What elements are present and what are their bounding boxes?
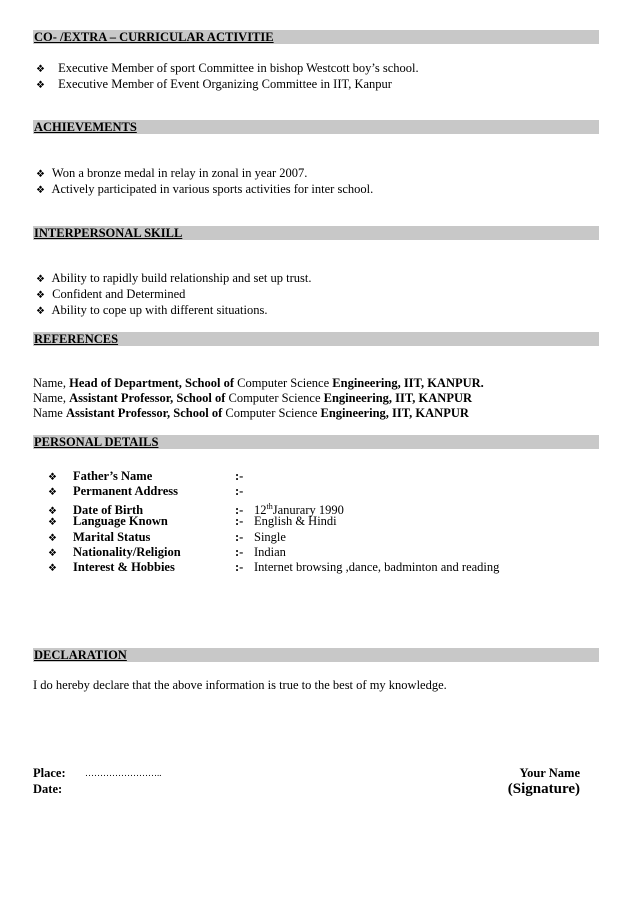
diamond-bullet-icon: ❖ — [48, 533, 57, 544]
declaration-text: I do hereby declare that the above information is true to the best of my knowledge. — [33, 678, 447, 692]
diamond-bullet-icon: ❖ — [36, 64, 45, 75]
place-label: Place: — [33, 766, 66, 780]
diamond-bullet-icon: ❖ — [48, 548, 57, 559]
diamond-bullet-icon: ❖ — [48, 487, 57, 498]
personal-row: ❖ Marital Status :- Single — [48, 530, 286, 544]
place-value: …………………….. — [85, 768, 162, 778]
section-header-personal-details: PERSONAL DETAILS — [33, 435, 599, 449]
diamond-bullet-icon: ❖ — [36, 169, 45, 180]
list-item: ❖ Ability to cope up with different situations. — [36, 302, 268, 320]
list-item: ❖ Won a bronze medal in relay in zonal in year 2007. — [36, 165, 307, 183]
diamond-bullet-icon: ❖ — [48, 472, 57, 483]
reference-line: Name Assistant Professor, School of Computer Science Engineering, IIT, KANPUR — [33, 406, 469, 420]
diamond-bullet-icon: ❖ — [48, 517, 57, 528]
diamond-bullet-icon: ❖ — [48, 506, 57, 518]
date-label: Date: — [33, 782, 63, 796]
reference-line: Name, Head of Department, School of Computer Science Engineering, IIT, KANPUR. — [33, 376, 484, 390]
section-header-achievements: ACHIEVEMENTS — [33, 120, 599, 134]
personal-row: ❖ Language Known :- English & Hindi — [48, 514, 337, 528]
reference-line: Name, Assistant Professor, School of Computer Science Engineering, IIT, KANPUR — [33, 391, 473, 405]
personal-row: ❖ Date of Birth :- 12thJanurary 1990 — [48, 502, 344, 518]
list-item: ❖ Ability to rapidly build relationship and set up trust. — [36, 270, 311, 288]
diamond-bullet-icon: ❖ — [48, 563, 57, 574]
section-header-declaration: DECLARATION — [33, 648, 599, 662]
list-item: ❖ Actively participated in various sports activities for inter school. — [36, 181, 373, 199]
list-item: ❖ Executive Member of Event Organizing Committee in IIT, Kanpur — [36, 76, 392, 94]
your-name: Your Name — [519, 766, 580, 780]
diamond-bullet-icon: ❖ — [36, 80, 45, 91]
section-header-references: REFERENCES — [33, 332, 599, 346]
diamond-bullet-icon: ❖ — [36, 306, 45, 317]
list-item: ❖ Confident and Determined — [36, 286, 185, 304]
section-header-interpersonal-skill: INTERPERSONAL SKILL — [33, 226, 599, 240]
personal-row: ❖ Interest & Hobbies :- Internet browsing ,dance, badminton and reading — [48, 560, 500, 574]
list-item: ❖ Executive Member of sport Committee in bishop Westcott boy’s school. — [36, 60, 419, 78]
personal-row: ❖ Permanent Address :- — [48, 484, 244, 498]
diamond-bullet-icon: ❖ — [36, 274, 45, 285]
personal-row: ❖ Father’s Name :- — [48, 469, 244, 483]
diamond-bullet-icon: ❖ — [36, 185, 45, 196]
signature-label: (Signature) — [507, 781, 580, 797]
section-header-activities: CO- /EXTRA – CURRICULAR ACTIVITIE — [33, 30, 599, 44]
personal-row: ❖ Nationality/Religion :- Indian — [48, 545, 286, 559]
diamond-bullet-icon: ❖ — [36, 290, 45, 301]
